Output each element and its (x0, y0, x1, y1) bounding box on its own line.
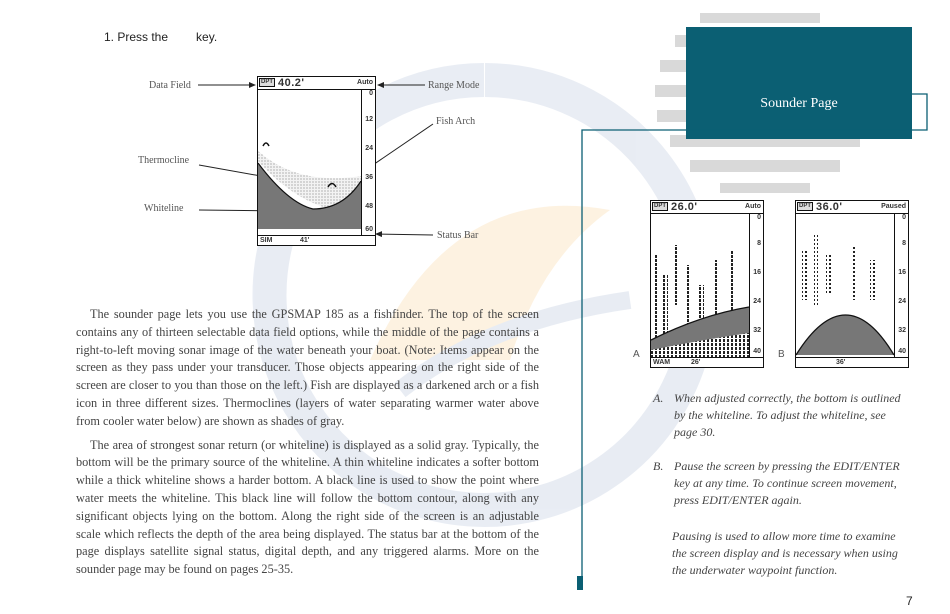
data-field-label: DPT (654, 203, 666, 209)
status-depth: 41' (300, 237, 310, 244)
range-mode: Auto (745, 203, 761, 210)
caption-a (653, 390, 911, 441)
screen-b-label: B (778, 349, 785, 360)
scale-tick: 60 (365, 226, 373, 233)
data-field-depth: 40.2' (278, 77, 305, 89)
caption-text: Pause the screen by pressing the EDIT/ENTER key at any time. To continue screen movement, press EDIT/ENTER again. (674, 459, 900, 507)
page-number: 7 (906, 594, 913, 608)
body-paragraph: The sounder page lets you use the GPSMAP 185 as a fishfinder. The top of the screen contains any of thirteen selectable data field options, while the middle of the page contains a right-to-left moving sonar image of the water beneath your boat. (Note: Items appear on the screen as they pass under your transducer. Those objects appearing on the right side of the screen are closer to you than those on the left.) Fish are displayed as a darkened arch or a fish icon in three different sizes. Thermoclines (layers of water separating warmer water above from cooler water below) are shown as shades of gray. (76, 307, 539, 428)
callout-range-mode: Range Mode (428, 80, 480, 91)
body-paragraph: The area of strongest sonar return (or whiteline) is displayed as a solid gray. Typically, the bottom will be the primary source of the whiteline. A thin whiteline indicates a softer bottom while a thick whiteline shows a harder bottom. A black line is used to show the point where water meets the whiteline. This black line will follow the bottom contour, along with any significant objects lying on the bottom. Along the right side of the screen is an adjustable scale which reflects the depth of the area being displayed. The status bar at the bottom of the page displays satellite signal status, digital depth, and any triggered alarms. More on the sounder page may be found on pages 25-35. (76, 437, 539, 577)
scale-tick: 48 (365, 203, 373, 210)
data-field-bar (796, 201, 908, 214)
status-bar (796, 357, 908, 367)
scale-tick: 24 (898, 298, 906, 305)
scale-tick: 0 (902, 214, 906, 221)
scale-tick: 40 (898, 348, 906, 355)
scale-tick: 36 (365, 174, 373, 181)
data-field-depth: 26.0' (671, 201, 698, 213)
sonar-image (651, 215, 749, 357)
data-field-bar (651, 201, 763, 214)
status-wam: WAM (653, 359, 671, 366)
status-sim: SIM (260, 237, 273, 244)
range-mode: Paused (881, 203, 906, 210)
callout-data-field: Data Field (149, 80, 191, 91)
sounder-screen-a (650, 200, 764, 368)
status-depth: 36' (836, 359, 846, 366)
caption-b (653, 458, 911, 509)
scale-tick: 0 (369, 90, 373, 97)
caption-letter: B. (653, 459, 664, 473)
caption-letter: A. (653, 391, 664, 405)
caption-text: When adjusted correctly, the bottom is outlined by the whiteline. To adjust the whiteline, see page 30. (674, 391, 901, 439)
data-field-label: DPT (261, 79, 273, 85)
section-title: Sounder Page (760, 96, 838, 111)
status-depth: 26' (691, 359, 701, 366)
scale-tick: 24 (753, 298, 761, 305)
scale-tick: 24 (365, 145, 373, 152)
step-text-after: key. (196, 30, 218, 44)
scale-tick: 32 (753, 327, 761, 334)
scale-tick: 40 (753, 348, 761, 355)
callout-status-bar: Status Bar (437, 230, 479, 241)
scale-tick: 32 (898, 327, 906, 334)
callout-whiteline: Whiteline (144, 203, 184, 214)
data-field-label: DPT (799, 203, 811, 209)
scale-tick: 8 (902, 240, 906, 247)
step-text-before: 1. Press the (104, 30, 169, 44)
sounder-screen-b (795, 200, 909, 368)
callout-thermocline: Thermocline (138, 155, 190, 166)
scale-tick: 16 (898, 269, 906, 276)
status-bar (651, 357, 763, 367)
data-field-depth: 36.0' (816, 201, 843, 213)
range-mode: Auto (357, 79, 373, 86)
note-text: Pausing is used to allow more time to examine the screen display and is necessary when using the underwater waypoint function. (672, 529, 898, 577)
scale-tick: 0 (757, 214, 761, 221)
depth-scale (894, 214, 907, 357)
scale-tick: 16 (753, 269, 761, 276)
callout-fish-arch: Fish Arch (436, 116, 476, 127)
sonar-image (796, 215, 894, 357)
screen-a-label: A (633, 349, 640, 360)
depth-scale (749, 214, 762, 357)
scale-tick: 12 (365, 116, 373, 123)
scale-tick: 8 (757, 240, 761, 247)
